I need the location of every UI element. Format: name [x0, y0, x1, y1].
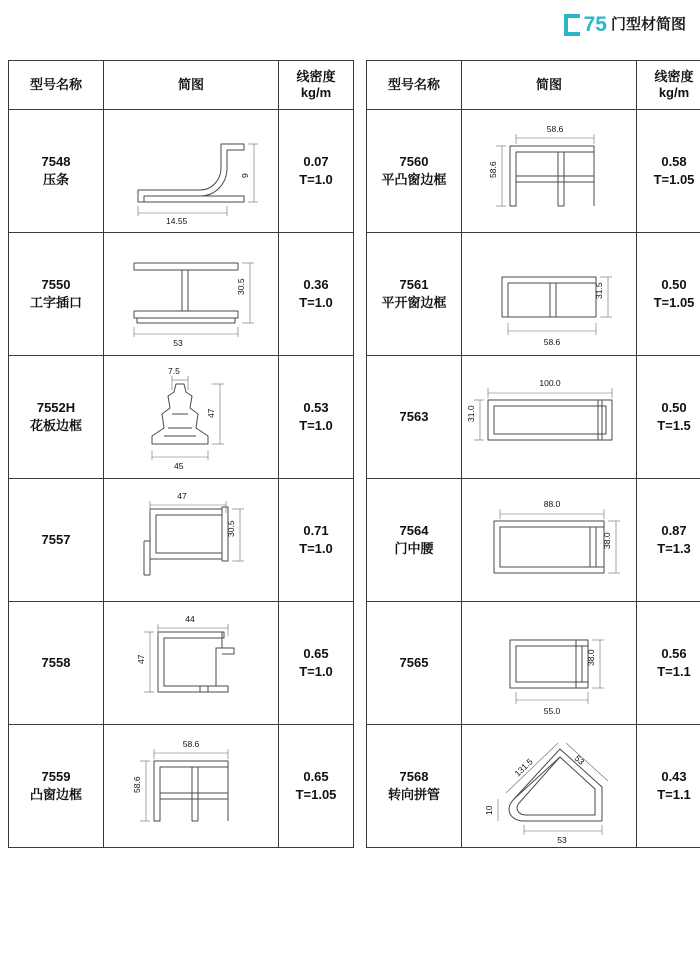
profile-diagram [462, 479, 637, 602]
table-row [9, 602, 354, 725]
profile-density [637, 602, 700, 725]
table-row [367, 110, 700, 233]
page-header [564, 14, 686, 36]
density-value: 0.53 [303, 399, 329, 415]
profile-density [279, 356, 354, 479]
table-header-row [9, 61, 354, 110]
profile-code: 7552H [36, 400, 76, 416]
profile-code: 7561 [399, 277, 429, 293]
profile-label: 压条 [42, 172, 69, 187]
header-diagram: 简图 [104, 61, 279, 110]
dim-label: 31.0 [466, 405, 476, 422]
profile-code: 7548 [41, 154, 71, 170]
profile-code: 7559 [41, 769, 71, 785]
dim-label: 55.0 [543, 706, 561, 716]
profile-code: 7550 [41, 277, 71, 293]
thickness-value: T=1.05 [653, 295, 695, 310]
dim-label: 58.6 [132, 776, 142, 793]
dim-label: 38.0 [602, 532, 612, 549]
density-value: 0.87 [661, 522, 687, 538]
header-density-line1: 线密度 [296, 68, 336, 84]
profile-name [9, 110, 104, 233]
profile-diagram [104, 479, 279, 602]
profile-density [279, 110, 354, 233]
profile-code: 7560 [399, 154, 429, 170]
series-number: 75 [583, 13, 607, 36]
profile-name [9, 233, 104, 356]
profile-diagram [104, 356, 279, 479]
dim-label: 44 [185, 614, 195, 624]
page-title: 门型材简图 [610, 16, 686, 33]
profile-name [9, 479, 104, 602]
profile-name [9, 602, 104, 725]
profile-code: 7557 [41, 532, 71, 548]
profile-density [279, 233, 354, 356]
table-row [9, 233, 354, 356]
density-value: 0.71 [303, 522, 329, 538]
density-value: 0.50 [661, 276, 687, 292]
dim-label: 30.5 [226, 520, 236, 537]
table-row [367, 233, 700, 356]
density-value: 0.65 [303, 645, 329, 661]
bracket-decoration [564, 14, 580, 36]
profile-name [367, 356, 462, 479]
profile-diagram [104, 602, 279, 725]
profile-name [367, 479, 462, 602]
right-profile-table [366, 60, 700, 848]
profile-density [279, 725, 354, 848]
profile-density [637, 233, 700, 356]
density-value: 0.56 [661, 645, 687, 661]
header-name: 型号名称 [367, 61, 462, 110]
dim-label: 53 [572, 753, 587, 767]
profile-name [367, 233, 462, 356]
dim-label: 31.5 [594, 282, 604, 299]
table-row [367, 479, 700, 602]
profile-diagram [462, 602, 637, 725]
header-density-line2: kg/m [658, 85, 690, 100]
profile-name [367, 725, 462, 848]
thickness-value: T=1.5 [657, 418, 691, 433]
profile-diagram [462, 110, 637, 233]
header-density [637, 61, 700, 110]
profile-code: 7564 [399, 523, 429, 539]
table-row [9, 725, 354, 848]
thickness-value: T=1.1 [657, 787, 691, 802]
profile-density [637, 479, 700, 602]
left-profile-table [8, 60, 354, 848]
profile-density [637, 725, 700, 848]
profile-density [637, 110, 700, 233]
dim-label: 38.0 [586, 649, 596, 666]
header-diagram: 简图 [462, 61, 637, 110]
dim-label: 47 [136, 654, 146, 664]
density-value: 0.58 [661, 153, 687, 169]
table-row [367, 725, 700, 848]
profile-diagram [462, 233, 637, 356]
profile-diagram [104, 110, 279, 233]
table-row [367, 602, 700, 725]
profile-sheet [8, 60, 695, 848]
profile-code: 7568 [399, 769, 429, 785]
profile-label: 工字插口 [29, 295, 82, 310]
dim-label: 88.0 [543, 499, 561, 509]
table-row [9, 356, 354, 479]
profile-name [367, 110, 462, 233]
thickness-value: T=1.0 [299, 541, 333, 556]
dim-label: 58.6 [488, 161, 498, 178]
profile-diagram [104, 233, 279, 356]
table-row [367, 356, 700, 479]
dim-label: 9 [240, 173, 250, 178]
header-density [279, 61, 354, 110]
thickness-value: T=1.05 [295, 787, 337, 802]
profile-diagram [462, 356, 637, 479]
thickness-value: T=1.0 [299, 664, 333, 679]
profile-code: 7565 [399, 655, 429, 671]
profile-diagram [104, 725, 279, 848]
thickness-value: T=1.05 [653, 172, 695, 187]
profile-name [367, 602, 462, 725]
density-value: 0.50 [661, 399, 687, 415]
dim-label: 47 [177, 491, 187, 501]
thickness-value: T=1.0 [299, 295, 333, 310]
dim-label: 53 [173, 338, 183, 348]
header-name: 型号名称 [9, 61, 104, 110]
density-value: 0.43 [661, 768, 687, 784]
dim-label: 7.5 [168, 366, 180, 376]
profile-label: 凸窗边框 [29, 787, 82, 802]
profile-density [637, 356, 700, 479]
profile-code: 7563 [399, 409, 429, 425]
profile-density [279, 602, 354, 725]
dim-label: 100.0 [539, 378, 561, 388]
table-row [9, 110, 354, 233]
profile-diagram [462, 725, 637, 848]
dim-label: 45 [174, 461, 184, 471]
profile-label: 转向拼管 [387, 787, 440, 802]
profile-name [9, 725, 104, 848]
profile-label: 门中腰 [394, 541, 434, 556]
profile-label: 平开窗边框 [381, 295, 447, 310]
dim-label: 131.5 [512, 756, 535, 779]
thickness-value: T=1.1 [657, 664, 691, 679]
table-row [9, 479, 354, 602]
dim-label: 14.55 [166, 216, 188, 226]
thickness-value: T=1.0 [299, 418, 333, 433]
header-density-line2: kg/m [300, 85, 332, 100]
dim-label: 58.6 [182, 739, 200, 749]
dim-label: 30.5 [236, 278, 246, 295]
dim-label: 58.6 [543, 337, 561, 347]
dim-label: 58.6 [546, 124, 564, 134]
thickness-value: T=1.0 [299, 172, 333, 187]
profile-code: 7558 [41, 655, 71, 671]
dim-label: 53 [557, 835, 567, 845]
profile-label: 平凸窗边框 [381, 172, 447, 187]
table-header-row [367, 61, 700, 110]
thickness-value: T=1.3 [657, 541, 691, 556]
profile-density [279, 479, 354, 602]
profile-label: 花板边框 [29, 418, 82, 433]
dim-label: 47 [206, 408, 216, 418]
density-value: 0.65 [303, 768, 329, 784]
profile-name [9, 356, 104, 479]
header-density-line1: 线密度 [654, 68, 694, 84]
density-value: 0.36 [303, 276, 329, 292]
density-value: 0.07 [303, 153, 329, 169]
dim-label: 10 [484, 805, 494, 815]
